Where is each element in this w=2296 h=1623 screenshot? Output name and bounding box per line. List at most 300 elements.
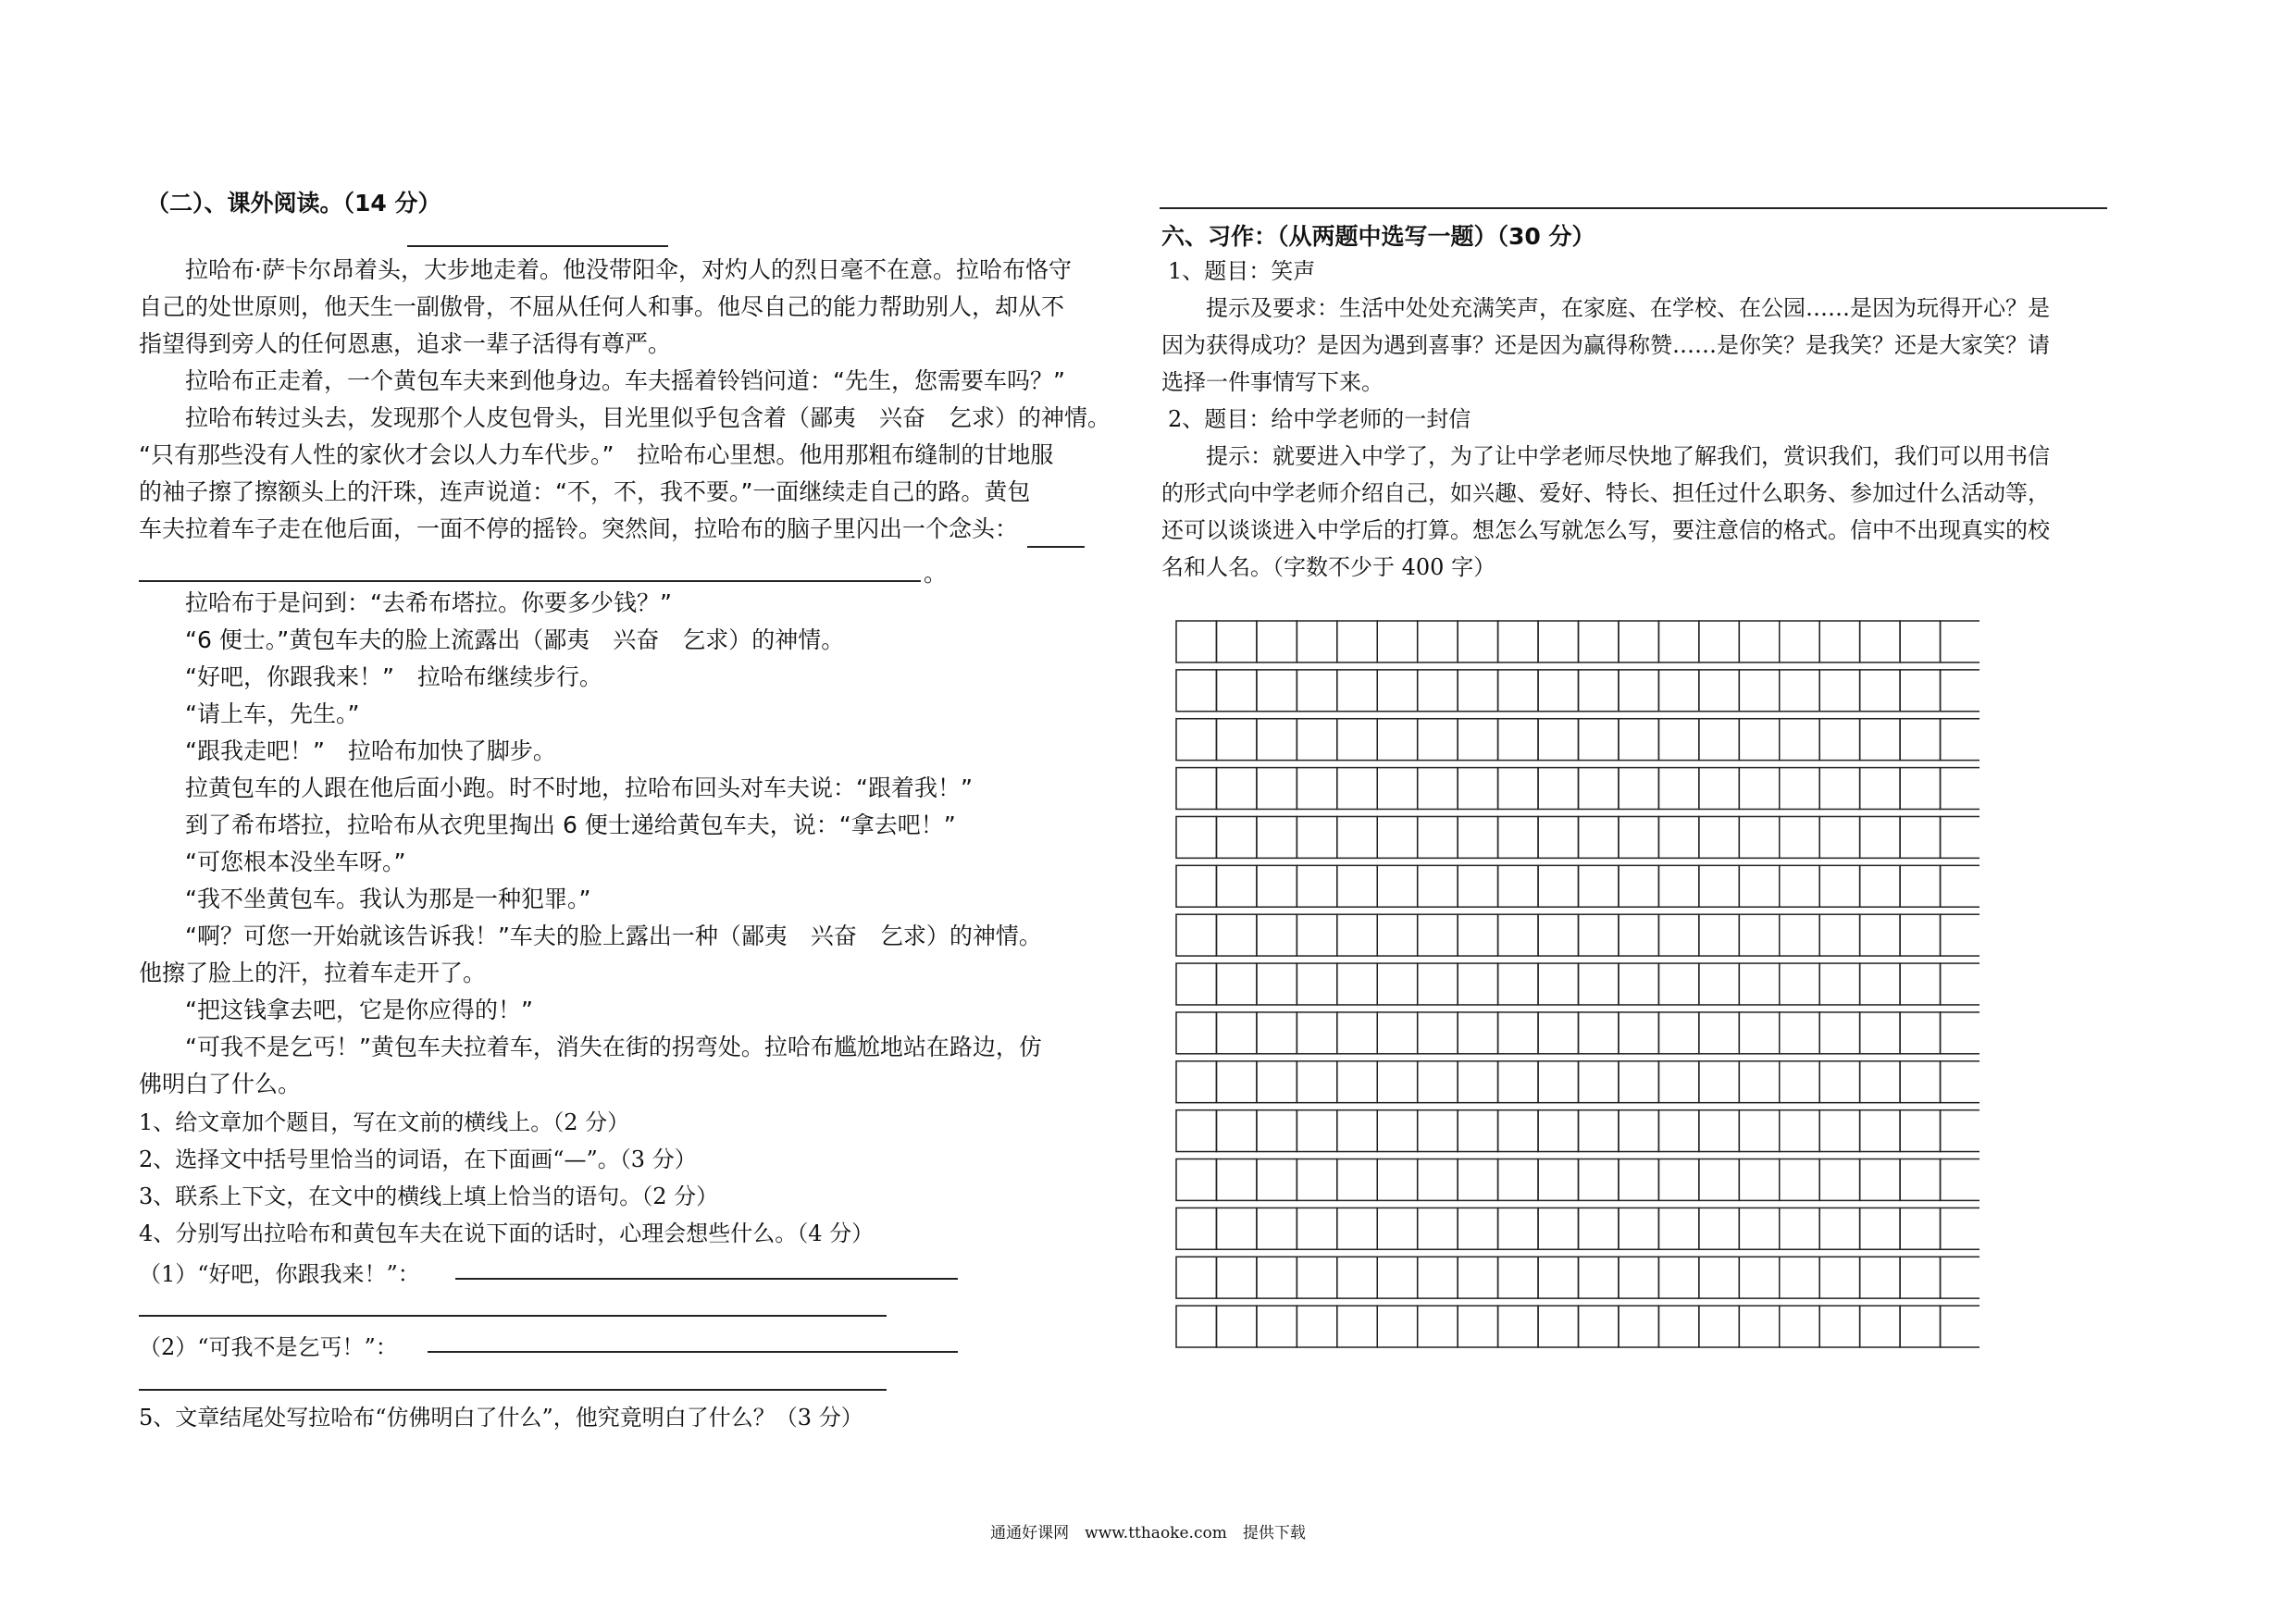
grid-cell[interactable] [1538, 865, 1578, 907]
grid-cell[interactable] [1216, 1159, 1256, 1201]
grid-cell[interactable] [1619, 719, 1658, 761]
grid-cell[interactable] [1780, 1208, 1819, 1249]
grid-cell[interactable] [1377, 670, 1417, 712]
grid-cell[interactable] [1216, 768, 1256, 810]
grid-cell[interactable] [1658, 1012, 1698, 1054]
grid-cell[interactable] [1619, 963, 1658, 1005]
grid-cell[interactable] [1860, 768, 1900, 810]
grid-cell[interactable] [1658, 1061, 1698, 1103]
grid-cell[interactable] [1941, 1061, 1980, 1103]
grid-cell[interactable] [1699, 1012, 1739, 1054]
grid-cell[interactable] [1819, 963, 1859, 1005]
grid-cell[interactable] [1739, 1306, 1779, 1347]
grid-cell[interactable] [1699, 1257, 1739, 1298]
grid-cell[interactable] [1739, 865, 1779, 907]
grid-cell[interactable] [1538, 1012, 1578, 1054]
grid-cell[interactable] [1176, 670, 1216, 712]
grid-cell[interactable] [1337, 621, 1377, 663]
grid-cell[interactable] [1900, 1208, 1940, 1249]
grid-cell[interactable] [1780, 1061, 1819, 1103]
grid-cell[interactable] [1458, 719, 1497, 761]
grid-cell[interactable] [1337, 1306, 1377, 1347]
grid-cell[interactable] [1377, 1012, 1417, 1054]
grid-cell[interactable] [1418, 621, 1458, 663]
grid-cell[interactable] [1538, 670, 1578, 712]
grid-cell[interactable] [1699, 1061, 1739, 1103]
grid-cell[interactable] [1257, 816, 1297, 858]
grid-cell[interactable] [1860, 670, 1900, 712]
grid-cell[interactable] [1257, 1208, 1297, 1249]
grid-cell[interactable] [1377, 1306, 1417, 1347]
grid-cell[interactable] [1941, 816, 1980, 858]
grid-cell[interactable] [1458, 768, 1497, 810]
grid-cell[interactable] [1176, 963, 1216, 1005]
grid-cell[interactable] [1458, 963, 1497, 1005]
grid-cell[interactable] [1216, 865, 1256, 907]
grid-cell[interactable] [1337, 1012, 1377, 1054]
grid-cell[interactable] [1941, 768, 1980, 810]
grid-cell[interactable] [1658, 670, 1698, 712]
grid-cell[interactable] [1216, 670, 1256, 712]
grid-cell[interactable] [1819, 1257, 1859, 1298]
grid-cell[interactable] [1337, 768, 1377, 810]
grid-cell[interactable] [1538, 1208, 1578, 1249]
grid-cell[interactable] [1337, 914, 1377, 956]
grid-cell[interactable] [1297, 1208, 1336, 1249]
grid-cell[interactable] [1216, 1306, 1256, 1347]
grid-cell[interactable] [1418, 1306, 1458, 1347]
grid-cell[interactable] [1699, 1306, 1739, 1347]
grid-cell[interactable] [1216, 621, 1256, 663]
grid-cell[interactable] [1860, 1012, 1900, 1054]
grid-cell[interactable] [1739, 1208, 1779, 1249]
grid-cell[interactable] [1458, 1012, 1497, 1054]
grid-cell[interactable] [1860, 816, 1900, 858]
grid-cell[interactable] [1819, 1061, 1859, 1103]
grid-cell[interactable] [1579, 1110, 1619, 1152]
grid-cell[interactable] [1658, 914, 1698, 956]
grid-cell[interactable] [1538, 816, 1578, 858]
grid-cell[interactable] [1337, 719, 1377, 761]
grid-cell[interactable] [1297, 1061, 1336, 1103]
grid-cell[interactable] [1699, 1159, 1739, 1201]
grid-cell[interactable] [1780, 914, 1819, 956]
grid-cell[interactable] [1418, 1257, 1458, 1298]
grid-cell[interactable] [1297, 621, 1336, 663]
grid-cell[interactable] [1900, 1257, 1940, 1298]
grid-cell[interactable] [1337, 1257, 1377, 1298]
grid-cell[interactable] [1900, 670, 1940, 712]
grid-cell[interactable] [1780, 1110, 1819, 1152]
grid-cell[interactable] [1699, 768, 1739, 810]
grid-cell[interactable] [1739, 914, 1779, 956]
grid-cell[interactable] [1941, 719, 1980, 761]
grid-cell[interactable] [1579, 670, 1619, 712]
grid-cell[interactable] [1176, 1306, 1216, 1347]
grid-cell[interactable] [1860, 719, 1900, 761]
grid-cell[interactable] [1458, 1208, 1497, 1249]
grid-cell[interactable] [1176, 865, 1216, 907]
grid-cell[interactable] [1498, 719, 1538, 761]
grid-cell[interactable] [1257, 1012, 1297, 1054]
grid-cell[interactable] [1377, 865, 1417, 907]
grid-cell[interactable] [1619, 1159, 1658, 1201]
grid-cell[interactable] [1297, 670, 1336, 712]
grid-cell[interactable] [1658, 1306, 1698, 1347]
grid-cell[interactable] [1699, 865, 1739, 907]
grid-cell[interactable] [1819, 621, 1859, 663]
grid-cell[interactable] [1819, 865, 1859, 907]
grid-cell[interactable] [1619, 768, 1658, 810]
grid-cell[interactable] [1658, 1257, 1698, 1298]
grid-cell[interactable] [1458, 670, 1497, 712]
grid-cell[interactable] [1819, 768, 1859, 810]
grid-cell[interactable] [1257, 1159, 1297, 1201]
grid-cell[interactable] [1337, 1208, 1377, 1249]
grid-cell[interactable] [1579, 768, 1619, 810]
grid-cell[interactable] [1257, 1061, 1297, 1103]
grid-cell[interactable] [1418, 1061, 1458, 1103]
grid-cell[interactable] [1819, 914, 1859, 956]
grid-cell[interactable] [1739, 963, 1779, 1005]
grid-cell[interactable] [1739, 621, 1779, 663]
grid-cell[interactable] [1658, 816, 1698, 858]
grid-cell[interactable] [1377, 719, 1417, 761]
grid-cell[interactable] [1297, 963, 1336, 1005]
grid-cell[interactable] [1538, 1061, 1578, 1103]
grid-cell[interactable] [1418, 719, 1458, 761]
grid-cell[interactable] [1257, 865, 1297, 907]
grid-cell[interactable] [1941, 1012, 1980, 1054]
grid-cell[interactable] [1699, 621, 1739, 663]
grid-cell[interactable] [1538, 1159, 1578, 1201]
grid-cell[interactable] [1941, 621, 1980, 663]
grid-cell[interactable] [1619, 1306, 1658, 1347]
grid-cell[interactable] [1860, 1306, 1900, 1347]
grid-cell[interactable] [1458, 914, 1497, 956]
grid-cell[interactable] [1819, 1012, 1859, 1054]
grid-cell[interactable] [1176, 621, 1216, 663]
grid-cell[interactable] [1658, 1208, 1698, 1249]
grid-cell[interactable] [1619, 914, 1658, 956]
grid-cell[interactable] [1941, 1257, 1980, 1298]
grid-cell[interactable] [1377, 1159, 1417, 1201]
grid-cell[interactable] [1498, 1257, 1538, 1298]
grid-cell[interactable] [1658, 768, 1698, 810]
grid-cell[interactable] [1739, 1061, 1779, 1103]
grid-cell[interactable] [1658, 1159, 1698, 1201]
grid-cell[interactable] [1297, 1306, 1336, 1347]
grid-cell[interactable] [1297, 1110, 1336, 1152]
grid-cell[interactable] [1900, 865, 1940, 907]
grid-cell[interactable] [1257, 1110, 1297, 1152]
grid-cell[interactable] [1176, 1061, 1216, 1103]
grid-cell[interactable] [1538, 1257, 1578, 1298]
grid-cell[interactable] [1819, 1208, 1859, 1249]
grid-cell[interactable] [1860, 1061, 1900, 1103]
grid-cell[interactable] [1699, 914, 1739, 956]
grid-cell[interactable] [1860, 865, 1900, 907]
grid-cell[interactable] [1257, 670, 1297, 712]
grid-cell[interactable] [1297, 865, 1336, 907]
grid-cell[interactable] [1498, 1306, 1538, 1347]
grid-cell[interactable] [1176, 914, 1216, 956]
grid-cell[interactable] [1337, 816, 1377, 858]
grid-cell[interactable] [1579, 719, 1619, 761]
grid-cell[interactable] [1579, 865, 1619, 907]
grid-cell[interactable] [1739, 816, 1779, 858]
grid-cell[interactable] [1819, 670, 1859, 712]
grid-cell[interactable] [1297, 719, 1336, 761]
grid-cell[interactable] [1377, 1110, 1417, 1152]
grid-cell[interactable] [1257, 768, 1297, 810]
grid-cell[interactable] [1176, 1110, 1216, 1152]
grid-cell[interactable] [1337, 1110, 1377, 1152]
grid-cell[interactable] [1579, 1257, 1619, 1298]
grid-cell[interactable] [1699, 963, 1739, 1005]
grid-cell[interactable] [1819, 816, 1859, 858]
grid-cell[interactable] [1498, 816, 1538, 858]
grid-cell[interactable] [1377, 768, 1417, 810]
grid-cell[interactable] [1176, 719, 1216, 761]
grid-cell[interactable] [1819, 1306, 1859, 1347]
grid-cell[interactable] [1377, 1061, 1417, 1103]
grid-cell[interactable] [1619, 865, 1658, 907]
grid-cell[interactable] [1699, 719, 1739, 761]
grid-cell[interactable] [1739, 1110, 1779, 1152]
grid-cell[interactable] [1337, 670, 1377, 712]
grid-cell[interactable] [1297, 914, 1336, 956]
grid-cell[interactable] [1900, 719, 1940, 761]
writing-grid[interactable] [1175, 620, 1980, 1354]
grid-cell[interactable] [1538, 719, 1578, 761]
grid-cell[interactable] [1257, 1257, 1297, 1298]
grid-cell[interactable] [1941, 1159, 1980, 1201]
grid-cell[interactable] [1458, 1159, 1497, 1201]
grid-cell[interactable] [1176, 816, 1216, 858]
grid-cell[interactable] [1619, 1012, 1658, 1054]
grid-cell[interactable] [1498, 768, 1538, 810]
grid-cell[interactable] [1941, 914, 1980, 956]
grid-cell[interactable] [1819, 1159, 1859, 1201]
grid-cell[interactable] [1458, 1110, 1497, 1152]
grid-cell[interactable] [1941, 670, 1980, 712]
grid-cell[interactable] [1780, 865, 1819, 907]
grid-cell[interactable] [1498, 1208, 1538, 1249]
grid-cell[interactable] [1498, 963, 1538, 1005]
grid-cell[interactable] [1498, 1061, 1538, 1103]
grid-cell[interactable] [1257, 963, 1297, 1005]
grid-cell[interactable] [1257, 914, 1297, 956]
grid-cell[interactable] [1900, 1110, 1940, 1152]
grid-cell[interactable] [1579, 914, 1619, 956]
grid-cell[interactable] [1216, 1257, 1256, 1298]
grid-cell[interactable] [1860, 1257, 1900, 1298]
grid-cell[interactable] [1377, 1257, 1417, 1298]
grid-cell[interactable] [1579, 963, 1619, 1005]
grid-cell[interactable] [1538, 621, 1578, 663]
grid-cell[interactable] [1498, 914, 1538, 956]
grid-cell[interactable] [1699, 816, 1739, 858]
grid-cell[interactable] [1418, 914, 1458, 956]
grid-cell[interactable] [1176, 1159, 1216, 1201]
grid-cell[interactable] [1579, 1306, 1619, 1347]
grid-cell[interactable] [1658, 621, 1698, 663]
grid-cell[interactable] [1418, 816, 1458, 858]
grid-cell[interactable] [1297, 1257, 1336, 1298]
grid-cell[interactable] [1498, 1012, 1538, 1054]
grid-cell[interactable] [1418, 1159, 1458, 1201]
grid-cell[interactable] [1458, 1306, 1497, 1347]
grid-cell[interactable] [1538, 1306, 1578, 1347]
grid-cell[interactable] [1699, 1208, 1739, 1249]
grid-cell[interactable] [1538, 1110, 1578, 1152]
grid-cell[interactable] [1176, 1208, 1216, 1249]
grid-cell[interactable] [1619, 1110, 1658, 1152]
grid-cell[interactable] [1216, 816, 1256, 858]
grid-cell[interactable] [1579, 1061, 1619, 1103]
grid-cell[interactable] [1619, 670, 1658, 712]
grid-cell[interactable] [1900, 768, 1940, 810]
grid-cell[interactable] [1780, 1012, 1819, 1054]
grid-cell[interactable] [1458, 621, 1497, 663]
grid-cell[interactable] [1900, 1306, 1940, 1347]
grid-cell[interactable] [1658, 963, 1698, 1005]
grid-cell[interactable] [1216, 1208, 1256, 1249]
grid-cell[interactable] [1619, 1061, 1658, 1103]
grid-cell[interactable] [1739, 1257, 1779, 1298]
grid-cell[interactable] [1699, 670, 1739, 712]
grid-cell[interactable] [1216, 719, 1256, 761]
grid-cell[interactable] [1216, 1061, 1256, 1103]
grid-cell[interactable] [1458, 816, 1497, 858]
grid-cell[interactable] [1538, 963, 1578, 1005]
grid-cell[interactable] [1176, 768, 1216, 810]
grid-cell[interactable] [1418, 963, 1458, 1005]
grid-cell[interactable] [1900, 1159, 1940, 1201]
grid-cell[interactable] [1538, 914, 1578, 956]
grid-cell[interactable] [1579, 1159, 1619, 1201]
grid-cell[interactable] [1377, 621, 1417, 663]
grid-cell[interactable] [1257, 719, 1297, 761]
grid-cell[interactable] [1458, 1061, 1497, 1103]
grid-cell[interactable] [1860, 1159, 1900, 1201]
grid-cell[interactable] [1538, 768, 1578, 810]
grid-cell[interactable] [1418, 865, 1458, 907]
grid-cell[interactable] [1418, 1208, 1458, 1249]
grid-cell[interactable] [1216, 1012, 1256, 1054]
grid-cell[interactable] [1377, 914, 1417, 956]
grid-cell[interactable] [1498, 1159, 1538, 1201]
grid-cell[interactable] [1739, 670, 1779, 712]
grid-cell[interactable] [1337, 865, 1377, 907]
grid-cell[interactable] [1739, 719, 1779, 761]
grid-cell[interactable] [1337, 1061, 1377, 1103]
grid-cell[interactable] [1377, 963, 1417, 1005]
grid-cell[interactable] [1458, 865, 1497, 907]
grid-cell[interactable] [1739, 1012, 1779, 1054]
grid-cell[interactable] [1498, 621, 1538, 663]
grid-cell[interactable] [1619, 1208, 1658, 1249]
grid-cell[interactable] [1941, 1208, 1980, 1249]
grid-cell[interactable] [1900, 816, 1940, 858]
grid-cell[interactable] [1658, 719, 1698, 761]
grid-cell[interactable] [1941, 865, 1980, 907]
grid-cell[interactable] [1780, 963, 1819, 1005]
grid-cell[interactable] [1176, 1257, 1216, 1298]
grid-cell[interactable] [1257, 1306, 1297, 1347]
grid-cell[interactable] [1860, 963, 1900, 1005]
grid-cell[interactable] [1739, 768, 1779, 810]
grid-cell[interactable] [1780, 1257, 1819, 1298]
grid-cell[interactable] [1780, 670, 1819, 712]
grid-cell[interactable] [1819, 719, 1859, 761]
grid-cell[interactable] [1337, 963, 1377, 1005]
grid-cell[interactable] [1900, 1012, 1940, 1054]
grid-cell[interactable] [1941, 1110, 1980, 1152]
grid-cell[interactable] [1176, 1012, 1216, 1054]
grid-cell[interactable] [1780, 621, 1819, 663]
grid-cell[interactable] [1780, 719, 1819, 761]
grid-cell[interactable] [1337, 1159, 1377, 1201]
grid-cell[interactable] [1619, 621, 1658, 663]
grid-cell[interactable] [1297, 1012, 1336, 1054]
grid-cell[interactable] [1860, 1110, 1900, 1152]
grid-cell[interactable] [1900, 914, 1940, 956]
grid-cell[interactable] [1780, 1159, 1819, 1201]
grid-cell[interactable] [1297, 768, 1336, 810]
grid-cell[interactable] [1819, 1110, 1859, 1152]
grid-cell[interactable] [1377, 816, 1417, 858]
grid-cell[interactable] [1418, 670, 1458, 712]
grid-cell[interactable] [1699, 1110, 1739, 1152]
grid-cell[interactable] [1658, 865, 1698, 907]
grid-cell[interactable] [1658, 1110, 1698, 1152]
grid-cell[interactable] [1860, 914, 1900, 956]
grid-cell[interactable] [1418, 1110, 1458, 1152]
grid-cell[interactable] [1780, 816, 1819, 858]
grid-cell[interactable] [1498, 865, 1538, 907]
grid-cell[interactable] [1297, 816, 1336, 858]
grid-cell[interactable] [1780, 768, 1819, 810]
grid-cell[interactable] [1860, 1208, 1900, 1249]
grid-cell[interactable] [1579, 1208, 1619, 1249]
grid-cell[interactable] [1900, 963, 1940, 1005]
grid-cell[interactable] [1941, 1306, 1980, 1347]
grid-cell[interactable] [1619, 816, 1658, 858]
grid-cell[interactable] [1739, 1159, 1779, 1201]
grid-cell[interactable] [1619, 1257, 1658, 1298]
grid-cell[interactable] [1941, 963, 1980, 1005]
grid-cell[interactable] [1458, 1257, 1497, 1298]
grid-cell[interactable] [1498, 670, 1538, 712]
grid-cell[interactable] [1579, 621, 1619, 663]
grid-cell[interactable] [1257, 621, 1297, 663]
grid-cell[interactable] [1900, 621, 1940, 663]
grid-cell[interactable] [1900, 1061, 1940, 1103]
grid-cell[interactable] [1216, 914, 1256, 956]
grid-cell[interactable] [1297, 1159, 1336, 1201]
grid-cell[interactable] [1780, 1306, 1819, 1347]
grid-cell[interactable] [1216, 1110, 1256, 1152]
grid-cell[interactable] [1498, 1110, 1538, 1152]
grid-cell[interactable] [1579, 1012, 1619, 1054]
grid-cell[interactable] [1579, 816, 1619, 858]
grid-cell[interactable] [1418, 1012, 1458, 1054]
grid-cell[interactable] [1418, 768, 1458, 810]
grid-cell[interactable] [1860, 621, 1900, 663]
grid-cell[interactable] [1377, 1208, 1417, 1249]
